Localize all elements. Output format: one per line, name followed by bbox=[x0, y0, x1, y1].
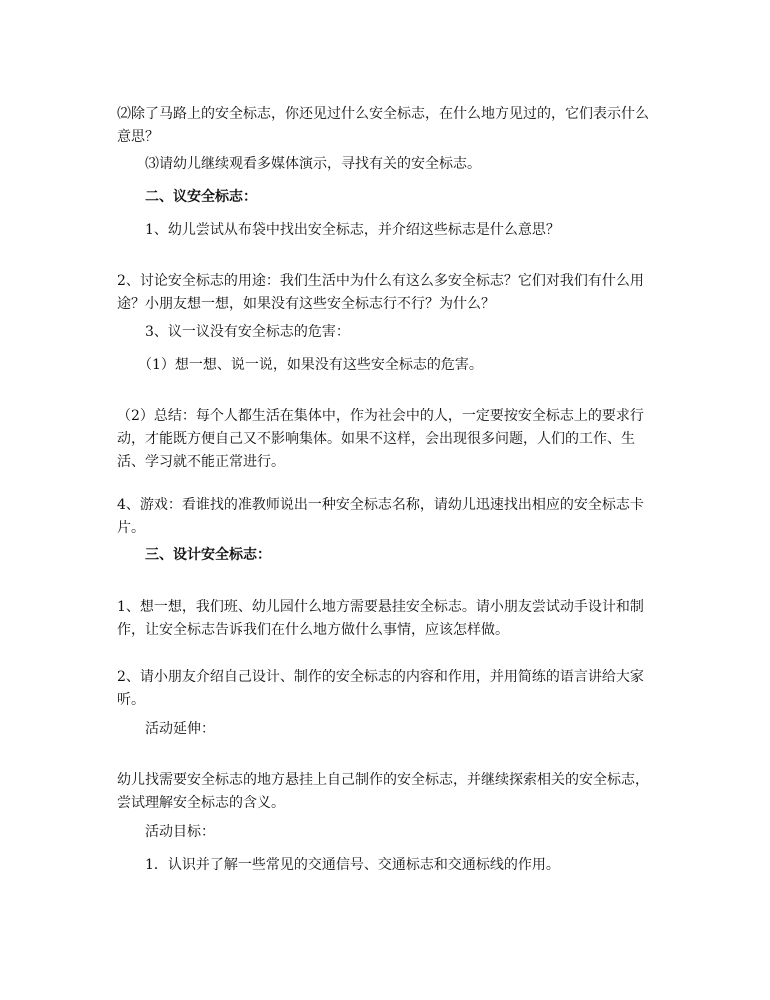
paragraph-think-and-say: （1）想一想、说一说，如果没有这些安全标志的危害。 bbox=[117, 357, 483, 373]
paragraph-other-signs-question: ⑵除了马路上的安全标志，你还见过什么安全标志，在什么地方见过的，它们表示什么意思？ bbox=[117, 106, 649, 145]
paragraph-goal-1: 1．认识并了解一些常见的交通信号、交通标志和交通标线的作用。 bbox=[117, 857, 560, 873]
paragraph-think-where-to-hang: 1、想一想，我们班、幼儿园什么地方需要悬挂安全标志。请小朋友尝试动手设计和制作，让安全标志告诉我们在什么地方做什么事情，应该怎样做。 bbox=[117, 599, 644, 638]
paragraph-discuss-hazards: 3、议一议没有安全标志的危害： bbox=[117, 324, 350, 340]
paragraph-summary: （2）总结：每个人都生活在集体中，作为社会中的人，一定要按安全标志上的要求行动，才能既方便自己又不影响集体。如果不这样，会出现很多问题，人们的工作、生活、学习就不能正常进行。 bbox=[117, 408, 644, 470]
section-heading-discuss-signs: 二、议安全标志： bbox=[117, 189, 257, 205]
paragraph-introduce-designs: 2、请小朋友介绍自己设计、制作的安全标志的内容和作用，并用简练的语言讲给大家听。 bbox=[117, 669, 644, 708]
section-heading-activity-goals: 活动目标： bbox=[117, 824, 215, 840]
paragraph-discuss-sign-uses: 2、讨论安全标志的用途：我们生活中为什么有这么多安全标志？它们对我们有什么用途？小朋友想一想，如果没有这些安全标志行不行？为什么？ bbox=[117, 273, 644, 312]
paragraph-find-signs-in-bag: 1、幼儿尝试从布袋中找出安全标志，并介绍这些标志是什么意思？ bbox=[117, 222, 560, 238]
paragraph-watch-multimedia: ⑶请幼儿继续观看多媒体演示，寻找有关的安全标志。 bbox=[117, 156, 481, 172]
section-heading-design-signs: 三、设计安全标志： bbox=[117, 547, 271, 563]
paragraph-game: 4、游戏：看谁找的准教师说出一种安全标志名称，请幼儿迅速找出相应的安全标志卡片。 bbox=[117, 497, 644, 536]
section-heading-activity-extension: 活动延伸： bbox=[117, 721, 215, 737]
paragraph-extension-content: 幼儿找需要安全标志的地方悬挂上自己制作的安全标志，并继续探索相关的安全标志，尝试理解安全标志的含义。 bbox=[117, 772, 649, 811]
